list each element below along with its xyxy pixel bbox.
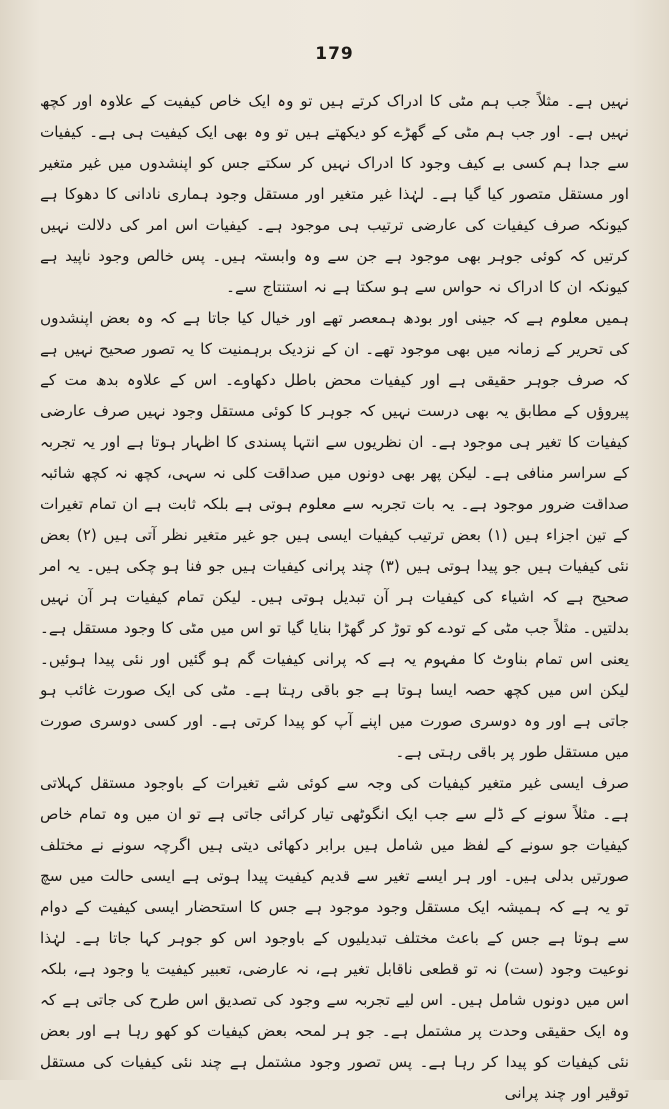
paragraph: نہیں ہے۔ مثلاً جب ہم مٹی کا ادراک کرتے ہیں تو وہ ایک خاص کیفیت کے علاوہ اور کچھ نہیں ہے۔ اور جب ہم مٹی کے گھڑے کو دیکھتے ہیں تو وہ بھی ایک کیفیت ہی ہے۔ کیفیات سے جدا ہم کسی بے کیف وجود کا ادراک نہیں کر سکتے جس کو اپنشدوں میں غیر متغیر اور مستقل متصور کیا گیا ہے۔ لہٰذا غیر متغیر اور مستقل وجود ہماری نادانی کا دھوکا ہے کیونکہ صرف کیفیات کی عارضی ترتیب ہی موجود ہے۔ کیفیات اس امر کی دلالت نہیں کرتیں کہ کوئی جوہر بھی موجود ہے جن سے وہ وابستہ ہیں۔ پس خالص وجود ناپید ہے کیونکہ ان کا ادراک نہ حواس سے ہو سکتا ہے نہ استنتاج سے۔ [40,92,629,296]
paragraph: ہمیں معلوم ہے کہ جینی اور بودھ ہمعصر تھے اور خیال کیا جاتا ہے کہ وہ بعض اپنشدوں کی تحریر کے زمانہ میں بھی موجود تھے۔ ان کے نزدیک برہمنیت کا یہ تصور صحیح نہیں ہے کہ صرف جوہر حقیقی ہے اور کیفیات محض باطل دکھاوے۔ اس کے علاوہ بدھ مت کے پیروؤں کے مطابق یہ بھی درست نہیں کہ جوہر کا کوئی مستقل وجود نہیں صرف عارضی کیفیات کا تغیر ہی موجود ہے۔ ان نظریوں سے انتہا پسندی کا اظہار ہوتا ہے اور یہ تجربہ کے سراسر منافی ہے۔ لیکن پھر بھی دونوں میں صداقت کلی نہ سہی، کچھ نہ کچھ شائبہ صداقت ضرور موجود ہے۔ یہ بات تجربہ سے معلوم ہوتی ہے بلکہ ثابت ہے ان تمام تغیرات کے تین اجزاء ہیں (۱) بعض ترتیب کیفیات ایسی ہیں جو غیر متغیر نظر آتی ہیں (۲) بعض نئی کیفیات ہیں جو پیدا ہوتی ہیں (۳) چند پرانی کیفیات ہیں جو فنا ہو چکی ہیں۔ یہ امر صحیح ہے کہ اشیاء کی کیفیات ہر آن تبدیل ہوتی ہیں۔ لیکن تمام کیفیات ہر آن نہیں بدلتیں۔ مثلاً جب مٹی کے تودے کو توڑ کر گھڑا بنایا گیا تو اس میں مٹی کا وجود مستقل ہے۔ یعنی اس تمام بناوٹ کا مفہوم یہ ہے کہ پرانی کیفیات گم ہو گئیں اور نئی پیدا ہوئیں۔ لیکن اس میں کچھ حصہ ایسا ہوتا ہے جو باقی رہتا ہے۔ مٹی کی ایک صورت غائب ہو جاتی ہے اور وہ دوسری صورت میں اپنے آپ کو پیدا کرتی ہے۔ اور کسی دوسری صورت میں مستقل طور پر باقی رہتی ہے۔ [40,309,629,761]
page-body [40,86,629,1109]
paragraph: صرف ایسی غیر متغیر کیفیات کی وجہ سے کوئی شے تغیرات کے باوجود مستقل کہلاتی ہے۔ مثلاً سونے کے ڈلے سے جب ایک انگوٹھی تیار کرائی جاتی ہے تو ان میں وہ تمام خاص کیفیات جو سونے کے لفظ میں شامل ہیں برابر دکھائی دیتی ہیں اگرچہ سونے نے مختلف صورتیں بدلی ہیں۔ اور ہر ایسے تغیر سے قدیم کیفیت پیدا ہوتی ہے ایسی حالت میں سچ تو یہ ہے کہ ہمیشہ ایک مستقل وجود موجود ہے جس کا استحضار ایسی کیفیت کے دوام سے ہوتا ہے جس کے باعث مختلف تبدیلیوں کے باوجود اس کو جوہر کہا جاتا ہے۔ لہٰذا نوعیت وجود (ست) نہ تو قطعی ناقابل تغیر ہے، نہ عارضی، تعبیر کیفیت یا وجود ہے، بلکہ اس میں دونوں شامل ہیں۔ اس لیے تجربہ سے وجود کی تصدیق اس طرح کی جاتی ہے کہ وہ ایک حقیقی وحدت پر مشتمل ہے۔ جو ہر لمحہ بعض کیفیات کو کھو رہا ہے اور بعض نئی کیفیات کو پیدا کر رہا ہے۔ پس تصور وجود مشتمل ہے چند نئی کیفیات کی مستقل توقیر اور چند پرانی [40,774,629,1102]
page-number: 179 [315,44,354,64]
